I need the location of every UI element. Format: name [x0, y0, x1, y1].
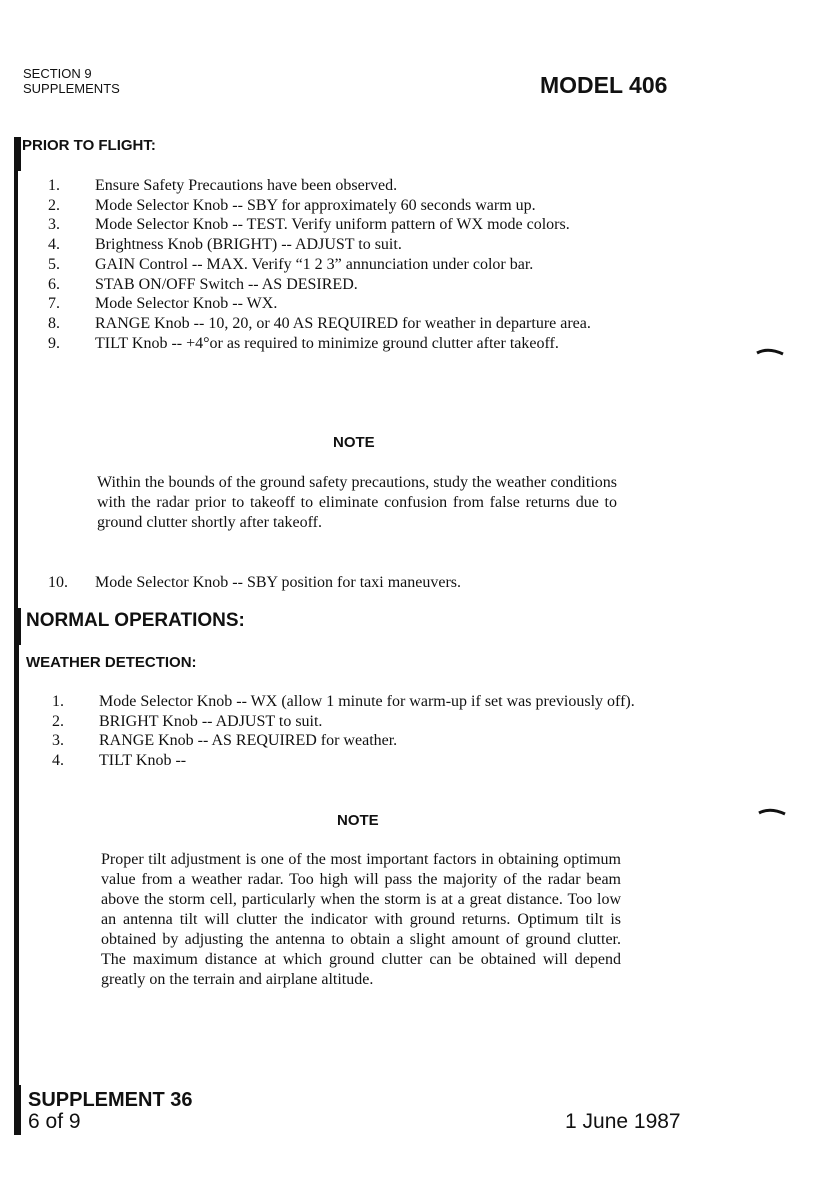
list-item: [48, 294, 688, 314]
weather-detection-list: [52, 692, 692, 771]
revision-bar: [14, 171, 18, 611]
normal-operations-heading: NORMAL OPERATIONS:: [26, 610, 245, 631]
item-text: Mode Selector Knob -- TEST. Verify uniform pattern of WX mode colors.: [95, 216, 570, 234]
list-item: [48, 314, 688, 334]
list-item: [48, 334, 688, 354]
item-text: BRIGHT Knob -- ADJUST to suit.: [99, 712, 323, 730]
prior-to-flight-list: [48, 176, 688, 353]
revision-bar: [14, 137, 21, 171]
revision-bar: [14, 608, 21, 645]
model-title: MODEL 406: [540, 72, 668, 98]
item-text: Ensure Safety Precautions have been observed.: [95, 177, 398, 194]
list-item: [52, 692, 692, 712]
list-item: [48, 573, 688, 593]
item-number: 10.: [48, 574, 68, 591]
item-number: 8.: [48, 314, 60, 332]
weather-detection-heading: WEATHER DETECTION:: [26, 654, 197, 671]
item-number: 1.: [52, 693, 64, 710]
item-text: RANGE Knob -- AS REQUIRED for weather.: [99, 732, 398, 750]
item-number: 7.: [48, 295, 60, 313]
item-text: TILT Knob -- +4°or as required to minimize ground clutter after takeoff.: [95, 334, 559, 352]
note-heading: NOTE: [333, 434, 375, 451]
note-text: Proper tilt adjustment is one of the most important factors in obtaining optimum value from a weather radar. Too high will pass the majority of the radar beam above the storm cell, particularly when the storm is at a great distance. Too low an antenna tilt will clutter the indicator with ground returns. Optimum tilt is obtained by adjusting the antenna to obtain a slight amount of ground clutter. The maximum distance at which ground clutter can be obtained will depend greatly on the terrain and airplane altitude.: [101, 851, 621, 988]
change-mark-icon: [756, 346, 784, 356]
revision-bar: [14, 645, 19, 1130]
item-text: RANGE Knob -- 10, 20, or 40 AS REQUIRED for weather in departure area.: [95, 314, 591, 332]
prior-to-flight-heading: PRIOR TO FLIGHT:: [22, 137, 156, 154]
item-number: 4.: [48, 236, 60, 254]
list-item: [48, 196, 688, 216]
list-item: [48, 215, 688, 235]
item-text: Brightness Knob (BRIGHT) -- ADJUST to suit.: [95, 236, 402, 254]
item-number: 6.: [48, 275, 60, 293]
supplements-label: SUPPLEMENTS: [23, 81, 120, 96]
item-text: Mode Selector Knob -- WX (allow 1 minute for warm-up if set was previously off).: [99, 693, 635, 710]
item-text: TILT Knob --: [99, 752, 187, 770]
section-label: SECTION 9: [23, 66, 92, 81]
note-heading: NOTE: [337, 812, 379, 829]
list-item: [52, 731, 692, 751]
item-text: Mode Selector Knob -- SBY position for taxi maneuvers.: [95, 574, 462, 591]
prior-to-flight-list-cont: [48, 573, 688, 593]
supplement-label: SUPPLEMENT 36: [28, 1089, 193, 1111]
item-number: 3.: [48, 216, 60, 234]
item-number: 2.: [48, 196, 60, 214]
item-number: 3.: [52, 732, 64, 750]
item-text: Mode Selector Knob -- SBY for approximately 60 seconds warm up.: [95, 196, 536, 214]
list-item: [48, 235, 688, 255]
item-number: 9.: [48, 334, 60, 352]
note-text: Within the bounds of the ground safety precautions, study the weather conditions with the radar prior to takeoff to eliminate confusion from false returns due to ground clutter shortly after takeoff.: [97, 474, 617, 531]
list-item: [52, 712, 692, 732]
item-text: Mode Selector Knob -- WX.: [95, 295, 278, 313]
page-number: 6 of 9: [28, 1110, 81, 1133]
item-number: 1.: [48, 177, 60, 194]
item-number: 5.: [48, 255, 60, 273]
item-text: STAB ON/OFF Switch -- AS DESIRED.: [95, 275, 358, 293]
section-header: [23, 66, 120, 96]
item-text: GAIN Control -- MAX. Verify “1 2 3” annunciation under color bar.: [95, 255, 534, 273]
list-item: [48, 275, 688, 295]
list-item: [48, 255, 688, 275]
item-number: 4.: [52, 752, 64, 770]
change-mark-icon: [758, 806, 786, 816]
list-item: [52, 751, 692, 771]
list-item: [48, 176, 688, 196]
revision-bar: [14, 1085, 21, 1135]
item-number: 2.: [52, 712, 64, 730]
issue-date: 1 June 1987: [565, 1110, 681, 1133]
